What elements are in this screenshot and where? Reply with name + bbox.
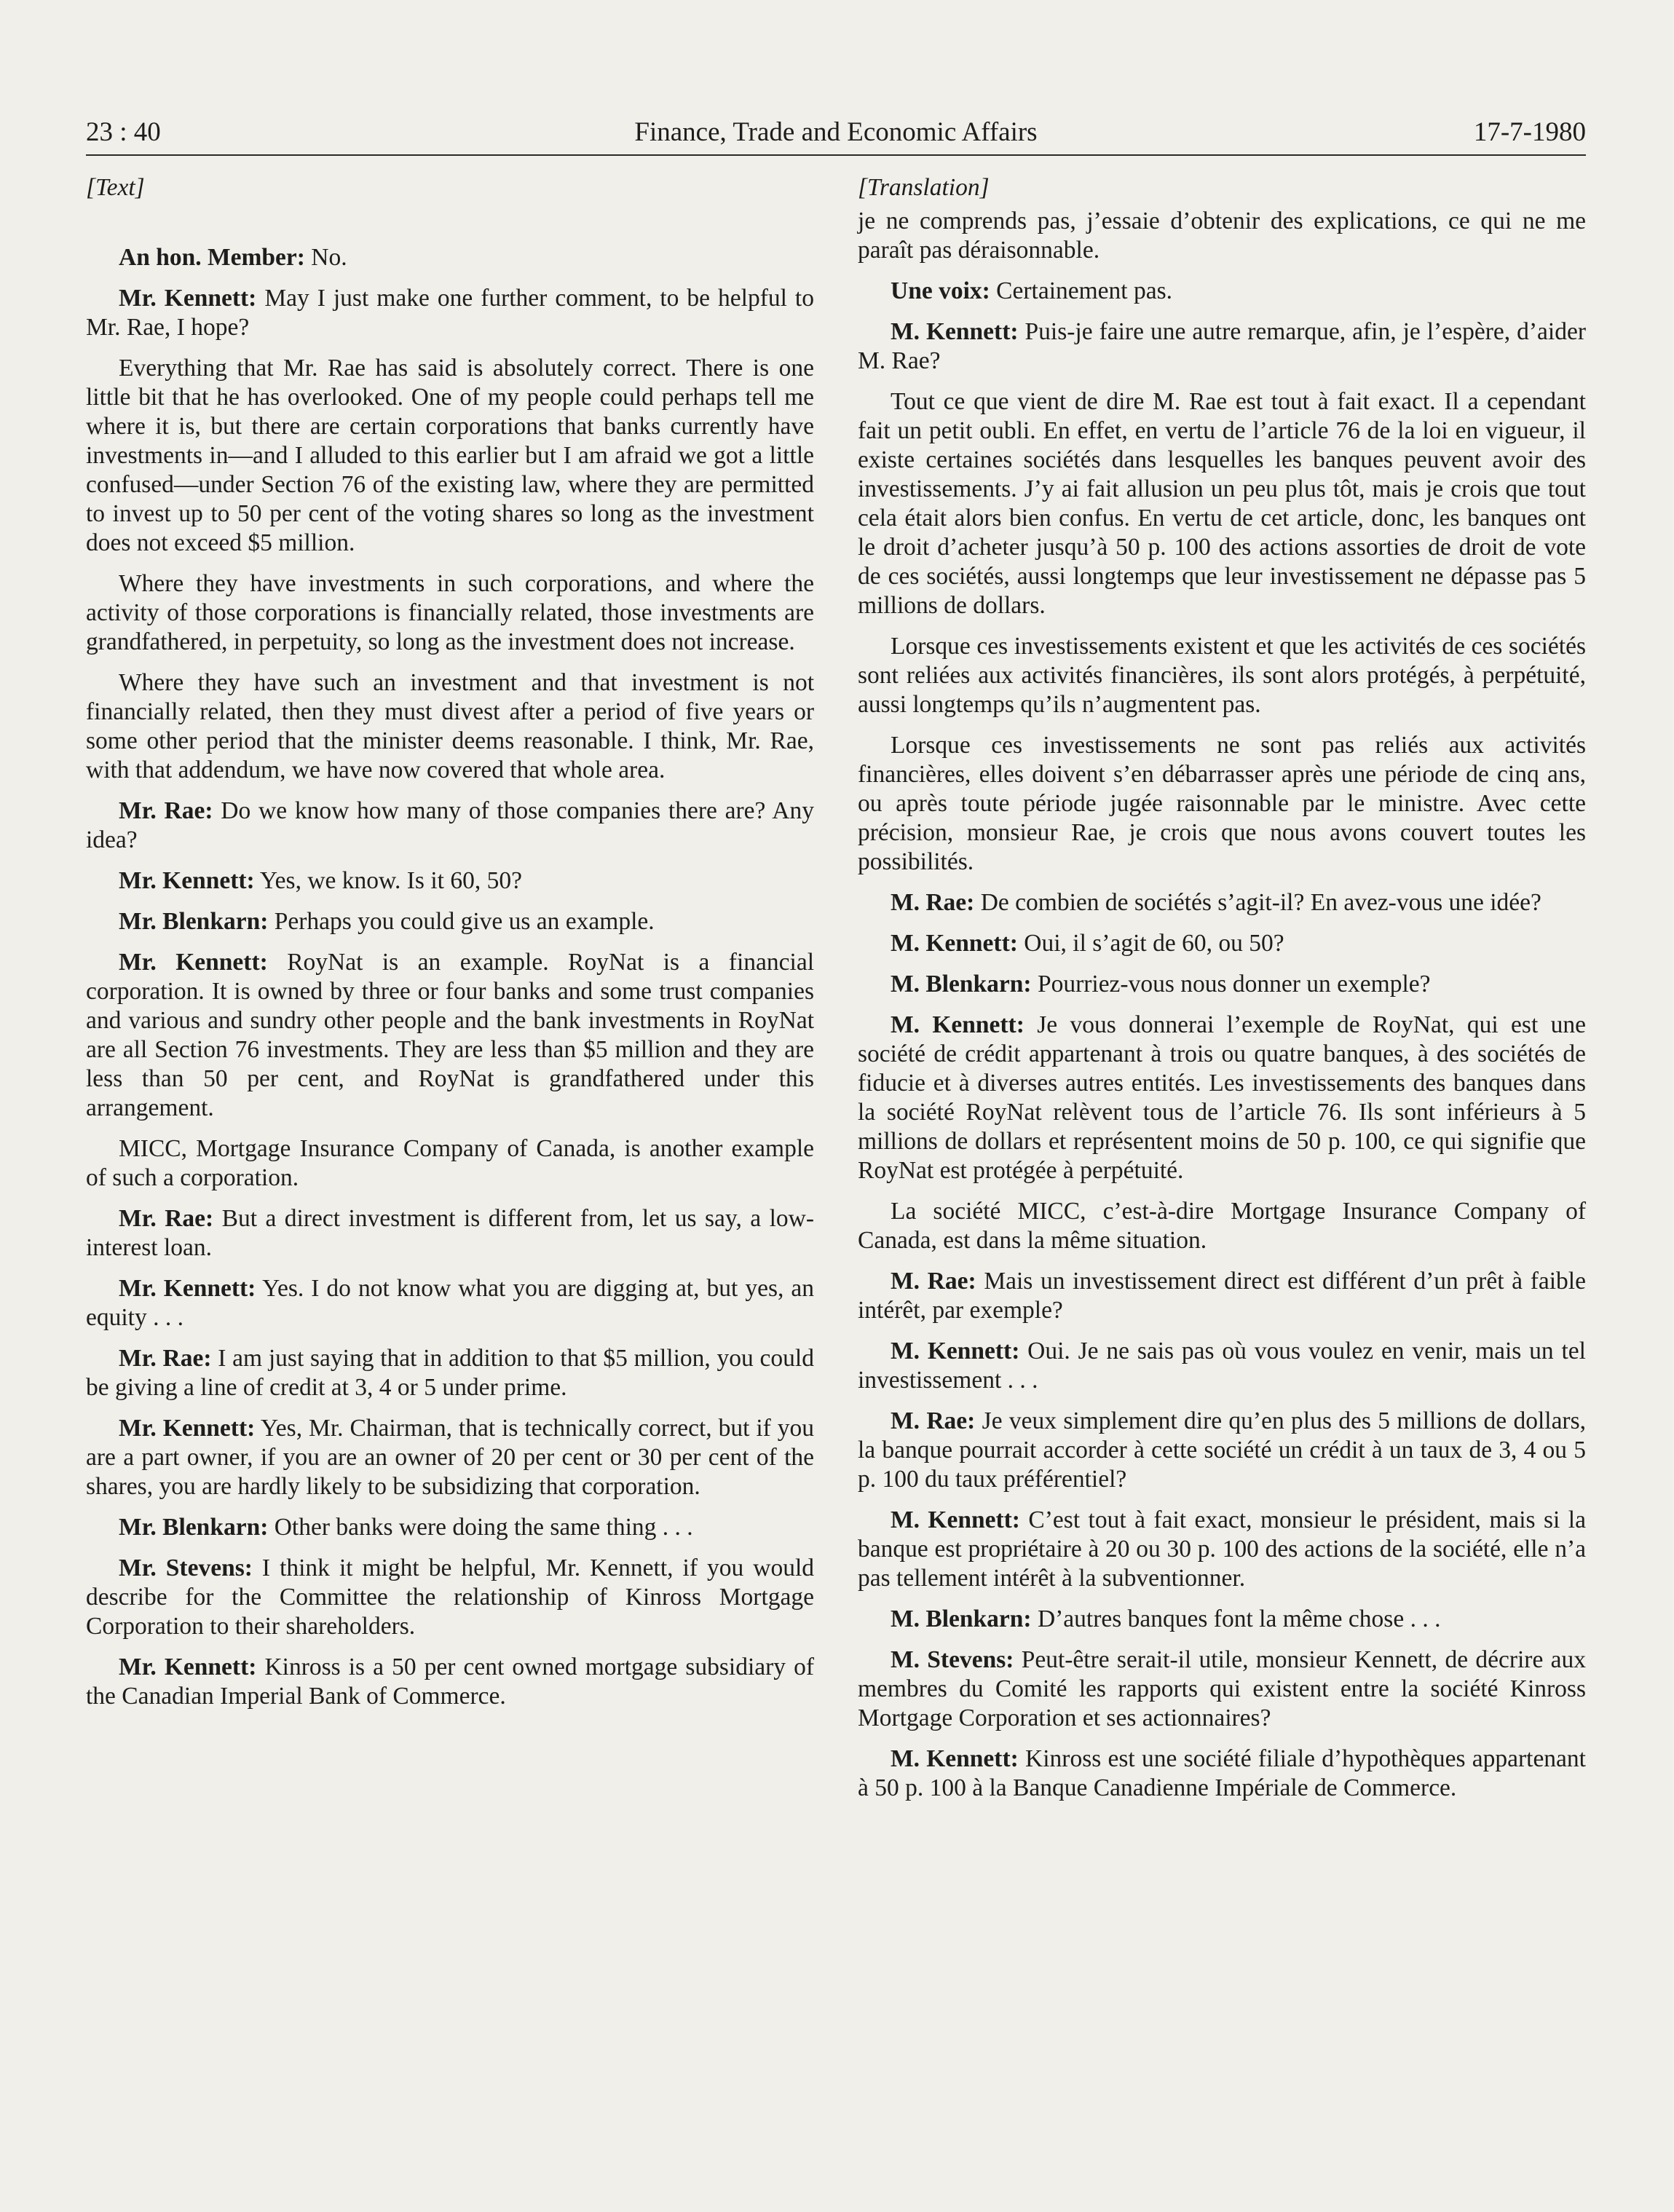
paragraph-text: Kinross is a 50 per cent owned mortgage subsidiary of the Canadian Imperial Bank of Commerce. <box>86 1654 815 1710</box>
speaker-name: M. Rae: <box>891 889 975 916</box>
transcript-paragraph <box>858 632 1586 719</box>
paragraph-text: De combien de sociétés s’agit-il? En avez-vous une idée? <box>974 889 1541 916</box>
paragraph-text: Pourriez-vous nous donner un exemple? <box>1031 971 1431 998</box>
paragraph-text: But a direct investment is different from, let us say, a low-interest loan. <box>86 1205 814 1261</box>
paragraph-text: C’est tout à fait exact, monsieur le président, mais si la banque est propriétaire à 20 ou 30 p. 100 des actions de la société, elle n’a pas tellement intérêt à la subventionner. <box>858 1506 1586 1592</box>
speaker-name: Mr. Kennett: <box>119 949 268 976</box>
speaker-name: Mr. Rae: <box>119 1205 214 1232</box>
transcript-paragraph <box>86 1204 814 1263</box>
transcript-paragraph <box>858 387 1586 620</box>
speaker-name: M. Rae: <box>891 1268 976 1295</box>
transcript-paragraph <box>858 1506 1586 1593</box>
transcript-paragraph <box>86 354 814 558</box>
transcript-paragraph <box>858 929 1586 958</box>
paragraph-text: Puis-je faire une autre remarque, afin, je l’espère, d’aider M. Rae? <box>858 318 1586 374</box>
french-column <box>858 173 1586 1814</box>
paragraph-text: Other banks were doing the same thing . . . <box>268 1514 693 1541</box>
transcript-paragraph <box>86 1554 814 1641</box>
speaker-name: M. Kennett: <box>891 318 1019 345</box>
transcript-paragraph <box>858 888 1586 917</box>
paragraph-text: Yes, we know. Is it 60, 50? <box>254 867 522 894</box>
transcript-paragraph <box>86 1414 814 1501</box>
transcript-paragraph <box>86 1274 814 1332</box>
speaker-name: M. Kennett: <box>891 1338 1020 1364</box>
speaker-name: M. Kennett: <box>891 1506 1020 1533</box>
speaker-name: Mr. Kennett: <box>119 1415 256 1442</box>
transcript-paragraph <box>858 1011 1586 1185</box>
speaker-name: Une voix: <box>891 277 990 304</box>
paragraph-text: D’autres banques font la même chose . . . <box>1031 1605 1441 1632</box>
transcript-paragraph <box>858 317 1586 376</box>
paragraph-text: Lorsque ces investissements ne sont pas reliés aux activités financières, elles doivent s’en débarrasser après une période de cinq ans, ou après toute période jugée raisonnable par le ministre. Avec cette précision, monsieur Rae, je crois que nous avons couvert toutes les possibilités. <box>858 732 1586 875</box>
transcript-paragraph <box>86 668 814 785</box>
paragraph-text: I think it might be helpful, Mr. Kennett, if you would describe for the Committee the relationship of Kinross Mortgage Corporation to their shareholders. <box>86 1555 815 1640</box>
speaker-name: M. Kennett: <box>891 930 1018 957</box>
english-column <box>86 173 814 1723</box>
transcript-paragraph <box>858 1407 1586 1494</box>
speaker-name: Mr. Rae: <box>119 1345 212 1372</box>
transcript-paragraph <box>858 1646 1586 1733</box>
speaker-name: Mr. Stevens: <box>119 1555 253 1581</box>
transcript-paragraph <box>86 284 814 342</box>
speaker-name: Mr. Kennett: <box>119 285 257 312</box>
paragraph-text: May I just make one further comment, to be helpful to Mr. Rae, I hope? <box>86 285 814 341</box>
speaker-name: Mr. Kennett: <box>119 867 255 894</box>
issue-date: 17-7-1980 <box>1473 117 1586 147</box>
paragraph-text: Everything that Mr. Rae has said is absolutely correct. There is one little bit that he has overlooked. One of my people could perhaps tell me where it is, but there are certain corporations that banks currently have investments in—and I alluded to this earlier but I am afraid we got a little confused—under Section 76 of the existing law, where they are permitted to invest up to 50 per cent of the voting shares so long as the investment does not exceed $5 million. <box>86 355 814 556</box>
paragraph-text: Peut-être serait-il utile, monsieur Kennett, de décrire aux membres du Comité les rapports qui existent entre la société Kinross Mortgage Corporation et ses actionnaires? <box>858 1646 1587 1731</box>
transcript-paragraph <box>86 948 814 1123</box>
speaker-name: Mr. Kennett: <box>119 1275 256 1302</box>
transcript-paragraph <box>86 243 814 272</box>
header-rule <box>86 154 1586 156</box>
speaker-name: M. Blenkarn: <box>891 1605 1032 1632</box>
paragraph-text: Kinross est une société filiale d’hypothèques appartenant à 50 p. 100 à la Banque Canadienne Impériale de Commerce. <box>858 1745 1586 1801</box>
transcript-paragraph <box>858 1745 1586 1803</box>
transcript-paragraph <box>858 277 1586 306</box>
transcript-paragraph <box>858 1605 1586 1634</box>
paragraph-text: No. <box>304 244 347 271</box>
paragraph-text: je ne comprends pas, j’essaie d’obtenir des explications, ce qui ne me paraît pas déraisonnable. <box>858 208 1586 264</box>
paragraph-text: Yes, Mr. Chairman, that is technically correct, but if you are a part owner, if you are an owner of 20 per cent or 30 per cent of the shares, you are hardly likely to be subsidizing that corporation. <box>86 1415 814 1500</box>
paragraph-text: RoyNat is an example. RoyNat is a financial corporation. It is owned by three or four banks and some trust companies and various and sundry other people and the bank investments in RoyNat are all Section 76 investments. They are less than $5 million and they are less than 50 per cent, and RoyNat is grandfathered under this arrangement. <box>86 949 814 1121</box>
paragraph-text: Yes. I do not know what you are digging at, but yes, an equity . . . <box>86 1275 815 1331</box>
speaker-name: Mr. Rae: <box>119 797 213 824</box>
speaker-name: M. Rae: <box>891 1407 976 1434</box>
paragraph-text: MICC, Mortgage Insurance Company of Canada, is another example of such a corporation. <box>86 1135 814 1191</box>
section-tag-translation: [Translation] <box>858 174 990 201</box>
transcript-paragraph <box>858 1197 1586 1255</box>
paragraph-text: Where they have investments in such corporations, and where the activity of those corporations is financially related, those investments are grandfathered, in perpetuity, so long as the investment does not increase. <box>86 570 814 655</box>
section-tag-text: [Text] <box>86 174 145 201</box>
paragraph-text: Je veux simplement dire qu’en plus des 5 millions de dollars, la banque pourrait accorder à cette société un crédit à un taux de 3, 4 ou 5 p. 100 du taux préférentiel? <box>858 1407 1587 1493</box>
transcript-paragraph <box>86 907 814 936</box>
transcript-paragraph <box>86 1344 814 1402</box>
speaker-name: M. Blenkarn: <box>891 971 1032 998</box>
paragraph-text: Where they have such an investment and that investment is not financially related, then they must divest after a period of five years or some other period that the minister deems reasonable. I think, Mr. Rae, with that addendum, we have now covered that whole area. <box>86 669 814 783</box>
paragraph-text: Je vous donnerai l’exemple de RoyNat, qui est une société de crédit appartenant à trois ou quatre banques, à des sociétés de fiducie et à diverses autres entités. Les investissements des banques dans la société RoyNat relèvent tous de l’article 76. Ils sont inférieurs à 5 millions de dollars et représentent moins de 50 p. 100, ce qui signifie que RoyNat est protégée à perpétuité. <box>858 1011 1586 1184</box>
transcript-paragraph <box>858 207 1586 265</box>
transcript-paragraph <box>86 797 814 855</box>
paragraph-text: Perhaps you could give us an example. <box>268 908 655 935</box>
paragraph-text: Mais un investissement direct est différent d’un prêt à faible intérêt, par exemple? <box>858 1268 1586 1324</box>
committee-title: Finance, Trade and Economic Affairs <box>634 117 1038 147</box>
transcript-paragraph <box>86 569 814 657</box>
transcript-paragraph <box>858 1267 1586 1325</box>
transcript-paragraph <box>858 1337 1586 1395</box>
paragraph-text: La société MICC, c’est-à-dire Mortgage Insurance Company of Canada, est dans la même situation. <box>858 1198 1586 1254</box>
paragraph-text: Tout ce que vient de dire M. Rae est tout à fait exact. Il a cependant fait un petit oubli. En effet, en vertu de l’article 76 de la loi en vigueur, il existe certaines sociétés dans lesquelles les banques peuvent avoir des investissements. J’y ai fait allusion un peu plus tôt, mais je crois que tout cela était alors bien confus. En vertu de cet article, donc, les banques ont le droit d’acheter jusqu’à 50 p. 100 des actions assorties de droit de vote de ces sociétés, aussi longtemps que leur investissement ne dépasse pas 5 millions de dollars. <box>858 388 1586 619</box>
paragraph-text: I am just saying that in addition to that $5 million, you could be giving a line of credit at 3, 4 or 5 under prime. <box>86 1345 814 1401</box>
transcript-paragraph <box>858 970 1586 999</box>
transcript-paragraph <box>858 731 1586 877</box>
transcript-paragraph <box>86 1653 814 1711</box>
speaker-name: Mr. Blenkarn: <box>119 908 269 935</box>
speaker-name: M. Kennett: <box>891 1011 1024 1038</box>
speaker-name: M. Stevens: <box>891 1646 1014 1673</box>
paragraph-text: Oui. Je ne sais pas où vous voulez en venir, mais un tel investissement . . . <box>858 1338 1586 1394</box>
transcript-paragraph <box>86 1513 814 1542</box>
page-number: 23 : 40 <box>86 117 161 147</box>
paragraph-text: Oui, il s’agit de 60, ou 50? <box>1017 930 1284 957</box>
speaker-name: Mr. Blenkarn: <box>119 1514 269 1541</box>
transcript-paragraph <box>86 1134 814 1193</box>
paragraph-text: Lorsque ces investissements existent et que les activités de ces sociétés sont reliées aux activités financières, ils sont alors protégés, à perpétuité, aussi longtemps qu’ils n’augmentent pas. <box>858 633 1586 718</box>
paragraph-text: Certainement pas. <box>990 277 1173 304</box>
speaker-name: Mr. Kennett: <box>119 1654 257 1680</box>
speaker-name: An hon. Member: <box>119 244 305 271</box>
transcript-paragraph <box>86 866 814 896</box>
running-header <box>86 109 1586 153</box>
speaker-name: M. Kennett: <box>891 1745 1019 1772</box>
paragraph-text: Do we know how many of those companies there are? Any idea? <box>86 797 814 853</box>
